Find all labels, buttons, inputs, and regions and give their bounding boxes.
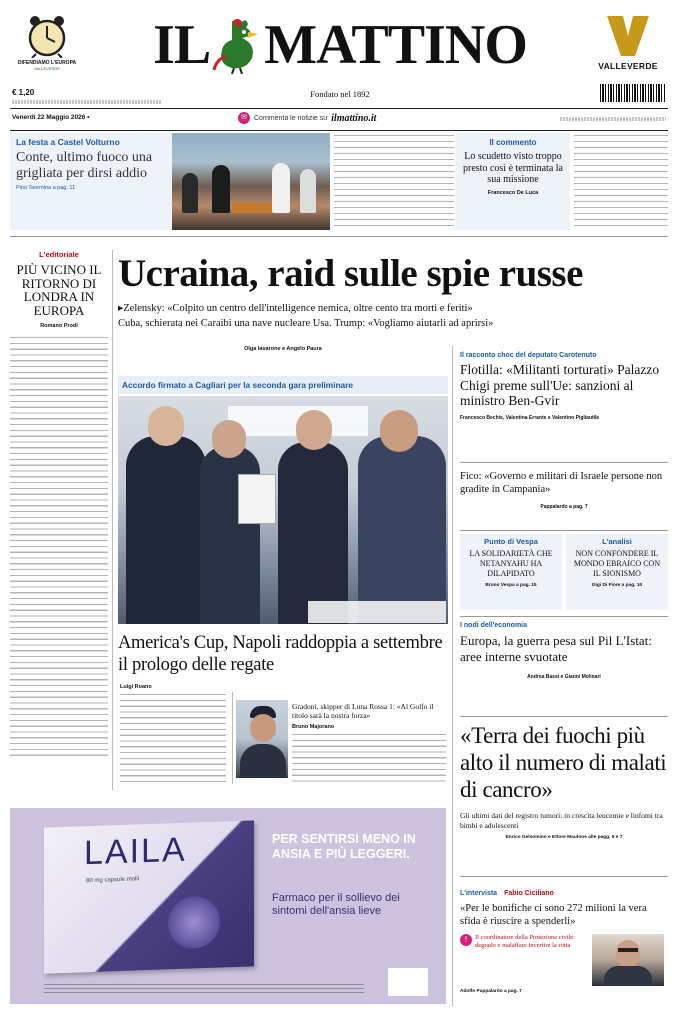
laila-brand: LAILA: [84, 830, 187, 873]
main-byline: Olga Iavarone e Angelo Paura: [244, 346, 322, 352]
ciciliano-headline: «Per le bonifiche ci sono 272 milioni la vera sfida è riuscire a spenderli»: [460, 903, 647, 927]
americas-cup-kicker: Accordo firmato a Cagliari per la seconda gara preliminare: [122, 380, 354, 390]
analisi-kicker: L'analisi: [602, 537, 632, 546]
editorial-body: [10, 337, 108, 757]
left-logo-text: DIFENDIAMO L'EUROPA: [17, 60, 77, 66]
editorial-byline: Romano Prodi: [40, 323, 78, 329]
date: Venerdì 22 Maggio 2026 •: [12, 114, 90, 121]
alert-icon: !: [460, 934, 472, 946]
commento-kicker: Il commento: [489, 138, 537, 147]
laila-text2: Farmaco per il sollievo dei sintomi dell'ansia lieve: [272, 892, 400, 917]
comment-icon: ✉: [238, 112, 250, 124]
conte-photo: [172, 133, 330, 230]
top-right-body: [574, 135, 668, 227]
barcode: [600, 84, 666, 102]
ciciliano-quote-box: [460, 934, 588, 986]
ciciliano-photo: [592, 934, 664, 986]
americas-cup-byline: Luigi Roano: [120, 684, 152, 690]
main-headline[interactable]: Ucraina, raid sulle spie russe: [118, 252, 583, 295]
flotilla-byline: Francesco Bechis, Valentina Errante e Valentino Pigliautile: [460, 414, 600, 421]
laila-box: [44, 820, 254, 973]
flotilla-headline: Flotilla: «Militanti torturati» Palazzo Chigi preme sull'Ue: sanzioni al ministro Ben-Gvir: [460, 362, 660, 408]
valleverde-v-icon: [605, 14, 651, 58]
main-sub2: Cuba, schierata nei Caraibi una nave nucleare Usa. Trump: «Vogliamo aiutarli ad aprirsi»: [118, 318, 494, 329]
americas-cup-body: [120, 694, 226, 784]
fine-print: [12, 100, 162, 104]
right-brand-logo: [588, 14, 668, 76]
website-link[interactable]: ilmattino.it: [331, 112, 377, 124]
right-fine-print: [560, 117, 666, 121]
skipper-body: [292, 734, 446, 782]
flotilla[interactable]: [460, 352, 668, 456]
price: € 1,20: [12, 88, 35, 97]
fico-headline: Fico: «Governo e militari di Israele persone non gradite in Campania»: [460, 471, 663, 495]
main-sub1: ▸Zelensky: «Colpito un centro dell'intelligence nemica, oltre cento tra morti e feriti»: [118, 303, 473, 314]
ciciliano-kicker: L'intervista: [460, 890, 498, 897]
skipper-headline[interactable]: Gradoni, skipper di Luna Rossa 1: «Al Golfo il titolo sarà la nostra forza»: [292, 702, 434, 720]
laila-logo-icon: [388, 968, 428, 996]
laila-fine-print: [44, 984, 364, 996]
terra-headline: «Terra dei fuochi più alto il numero di malati di cancro»: [460, 723, 667, 802]
terra-byline: Enrico Gelsomino e Ettore Mautone alle pagg. 6 e 7: [505, 835, 623, 840]
analisi-headline: NON CONFONDERE IL MONDO EBRAICO CON IL SIONISMO: [573, 549, 661, 578]
skipper-byline: Bruno Majorano: [292, 724, 335, 730]
analisi-byline: Gigi Di Fiore a pag. 10: [591, 583, 643, 588]
top-story-body: [334, 135, 454, 227]
top-story[interactable]: [10, 133, 172, 230]
ciciliano-box-text: Il coordinatore della Protezione civile: degrado e malaffare invertire la rotta: [475, 934, 575, 949]
terra-sub: Gli ultimi dati del registro tumori: in crescita leucemie e linfomi tra bimbi e adolescenti: [460, 811, 663, 830]
flotilla-kicker: Il racconto choc del deputato Carotenuto: [460, 352, 597, 359]
founded: Fondato nel 1892: [310, 89, 370, 99]
punto-kicker: Punto di Vespa: [484, 537, 538, 546]
commento-box[interactable]: [456, 133, 570, 230]
fico[interactable]: [460, 470, 668, 524]
ciciliano-byline: Adolfo Pappalardo a pag. 7: [460, 989, 522, 994]
laila-ad[interactable]: [10, 808, 446, 1004]
americas-cup-kicker-bar: [118, 376, 448, 394]
left-logo: [10, 14, 84, 76]
fico-byline: Pappalardo a pag. 7: [540, 504, 588, 510]
top-story-headline: Conte, ultimo fuoco una grigliata per dirsi addio: [16, 150, 153, 181]
masthead-title-left: IL: [153, 14, 211, 76]
americas-cup-photo: [118, 396, 448, 624]
laila-product-line: 80 mg capsule molli: [86, 876, 140, 885]
punto-headline: LA SOLIDARIETÀ CHE NETANYAHU HA DILAPIDATO: [469, 549, 553, 578]
editorial-kicker: L'editoriale: [39, 250, 79, 259]
economia[interactable]: [460, 622, 668, 712]
top-story-kicker: La festa a Castel Volturno: [16, 137, 120, 147]
skipper-photo: [236, 700, 288, 778]
americas-cup-headline[interactable]: America's Cup, Napoli raddoppia a settembre il prologo delle regate: [118, 633, 443, 675]
ciciliano-name: Fabio Ciciliano: [504, 890, 554, 897]
laila-text1: PER SENTIRSI MENO IN ANSIA E PIÙ LEGGERI.: [272, 832, 416, 861]
economia-byline: Andrea Bassi e Gianni Molinari: [527, 674, 601, 680]
terra-fuochi[interactable]: [460, 722, 668, 872]
economia-headline: Europa, la guerra pesa sul Pil L'Istat: aree interne svuotate: [460, 633, 652, 664]
website-banner[interactable]: [238, 110, 458, 126]
masthead-title-right: MATTINO: [264, 14, 527, 76]
website-prefix: Commenta le notizie su: [254, 114, 328, 122]
masthead-title: [120, 14, 560, 76]
analisi[interactable]: [566, 534, 668, 610]
laila-flower-icon: [164, 891, 224, 953]
editorial-headline: PIÙ VICINO IL RITORNO DI LONDRA IN EUROPA: [16, 262, 102, 318]
economia-kicker: I nodi dell'economia: [460, 622, 528, 629]
top-story-byline: Pino Taormina a pag. 11: [16, 185, 76, 191]
rooster-icon: [212, 16, 262, 74]
editorial[interactable]: [10, 250, 108, 790]
punto-byline: Bruno Vespa a pag. 15: [485, 583, 537, 588]
right-brand-text: VALLEVERDE: [598, 61, 658, 71]
left-logo-sub: VALLEVERDE: [34, 66, 60, 71]
commento-byline: Francesco De Luca: [487, 189, 539, 196]
punto-vespa[interactable]: [460, 534, 562, 610]
alarm-clock-icon: [26, 14, 68, 58]
commento-headline: Lo scudetto visto troppo presto così è terminata la sua missione: [463, 151, 563, 185]
ciciliano-interview[interactable]: [460, 882, 668, 1006]
